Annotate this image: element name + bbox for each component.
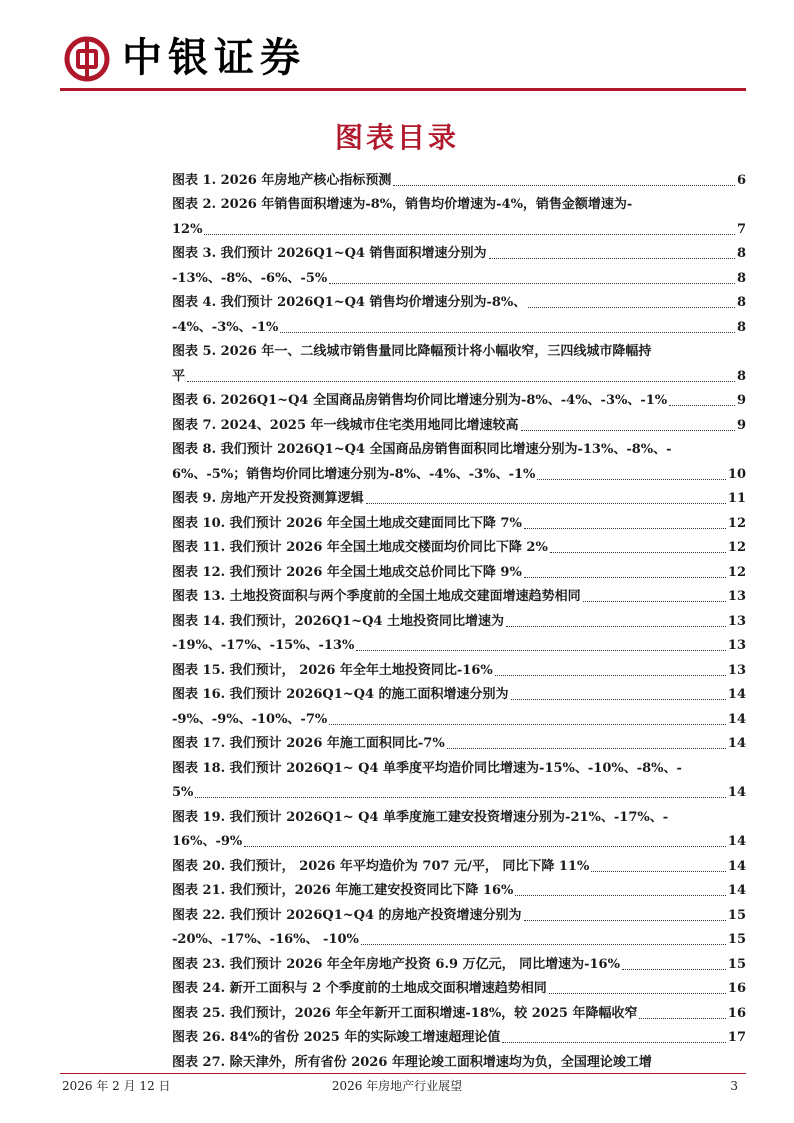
toc-entry[interactable] — [172, 830, 746, 855]
toc-entry-page: 17 — [727, 1030, 746, 1045]
toc-leader-dots — [653, 356, 744, 357]
toc-entry[interactable] — [172, 854, 746, 879]
toc-leader-dots — [515, 894, 726, 896]
toc-entry-text: 图表 25. 我们预计，2026 年全年新开工面积增速-18%，较 2025 年降幅收窄 — [172, 1005, 638, 1021]
header-divider — [60, 88, 746, 91]
toc-leader-dots — [329, 282, 735, 284]
toc-entry-text: 图表 23. 我们预计 2026 年全年房地产投资 6.9 万亿元， 同比增速为-16% — [172, 956, 620, 972]
toc-entry[interactable] — [172, 511, 746, 536]
toc-entry-page: 13 — [727, 613, 746, 629]
toc-entry[interactable] — [172, 266, 746, 291]
toc-leader-dots — [187, 380, 735, 382]
toc-entry-text: 图表 24. 新开工面积与 2 个季度前的土地成交面积增速趋势相同 — [172, 981, 547, 996]
toc-entry[interactable] — [172, 315, 746, 340]
toc-entry[interactable] — [172, 585, 746, 610]
toc-entry-page: 13 — [727, 662, 746, 678]
footer-doc-title: 2026 年房地产行业展望 — [331, 1079, 463, 1093]
toc-entry[interactable] — [172, 340, 746, 365]
toc-entry[interactable] — [172, 242, 746, 267]
toc-leader-dots — [524, 527, 726, 529]
toc-entry-text: 平 — [172, 368, 186, 384]
toc-entry-text: 图表 17. 我们预计 2026 年施工面积同比-7% — [172, 736, 445, 751]
toc-entry-text: 图表 22. 我们预计 2026Q1~Q4 的房地产投资增速分别为 — [172, 907, 522, 923]
toc-entry[interactable] — [172, 732, 746, 757]
footer-date: 2026 年 2 月 12 日 — [62, 1079, 171, 1093]
toc-entry-page: 12 — [727, 515, 746, 531]
toc-entry-text: 5% — [172, 785, 194, 800]
toc-entry[interactable] — [172, 193, 746, 218]
toc-entry[interactable] — [172, 560, 746, 585]
toc-entry-page: 16 — [727, 981, 746, 996]
toc-entry-page: 13 — [727, 638, 746, 653]
toc-entry-text: 图表 18. 我们预计 2026Q1~ Q4 单季度平均造价同比增速为-15%、-10%、-8%、- — [172, 760, 682, 776]
toc-entry-page: 14 — [727, 834, 746, 849]
toc-leader-dots — [684, 773, 744, 774]
toc-entry-text: 6%、-5%；销售均价同比增速分别为-8%、-4%、-3%、-1% — [172, 466, 536, 482]
toc-entry-text: 图表 11. 我们预计 2026 年全国土地成交楼面均价同比下降 2% — [172, 540, 548, 555]
toc-entry-page: 8 — [736, 368, 746, 384]
toc-entry-text: 图表 21. 我们预计，2026 年施工建安投资同比下降 16% — [172, 883, 514, 898]
toc-entry-page: 10 — [727, 466, 746, 482]
toc-entry-text: 图表 14. 我们预计，2026Q1~Q4 土地投资同比增速为 — [172, 613, 505, 629]
toc-leader-dots — [506, 625, 726, 627]
toc-leader-dots — [393, 184, 735, 186]
toc-entry-text: 12% — [172, 221, 203, 237]
toc-entry[interactable] — [172, 609, 746, 634]
toc-leader-dots — [591, 870, 726, 872]
toc-entry[interactable] — [172, 536, 746, 561]
toc-leader-dots — [511, 698, 726, 700]
toc-leader-dots — [502, 1041, 726, 1043]
toc-entry-text: -20%、-17%、-16%、 -10% — [172, 932, 359, 947]
toc-leader-dots — [280, 331, 735, 333]
toc-entry[interactable] — [172, 1026, 746, 1051]
toc-leader-dots — [366, 502, 726, 504]
toc-leader-dots — [639, 1017, 725, 1019]
toc-entry[interactable] — [172, 413, 746, 438]
toc-entry-text: 图表 1. 2026 年房地产核心指标预测 — [172, 172, 392, 188]
toc-entry-text: -9%、-9%、-10%、-7% — [172, 711, 328, 727]
toc-leader-dots — [634, 209, 744, 210]
toc-entry-text: 图表 16. 我们预计 2026Q1~Q4 的施工面积增速分别为 — [172, 687, 509, 702]
toc-entry-text: 图表 3. 我们预计 2026Q1~Q4 销售面积增速分别为 — [172, 246, 487, 261]
toc-entry-page: 8 — [736, 270, 746, 286]
toc-entry-text: 图表 13. 土地投资面积与两个季度前的全国土地成交建面增速趋势相同 — [172, 589, 581, 604]
toc-entry[interactable] — [172, 168, 746, 193]
toc-entry[interactable] — [172, 291, 746, 316]
toc-entry[interactable] — [172, 389, 746, 414]
toc-leader-dots — [361, 943, 726, 945]
toc-entry-text: 图表 8. 我们预计 2026Q1~Q4 全国商品房销售面积同比增速分别为-13%、-8%、- — [172, 442, 672, 457]
toc-leader-dots — [356, 649, 726, 651]
toc-leader-dots — [495, 674, 726, 676]
toc-entry-text: 图表 10. 我们预计 2026 年全国土地成交建面同比下降 7% — [172, 515, 522, 531]
footer-divider — [60, 1073, 746, 1074]
toc-entry-page: 9 — [736, 393, 746, 408]
toc-entry-page: 15 — [727, 907, 746, 923]
page-title: 图表目录 — [334, 121, 459, 154]
toc-entry-text: 图表 7. 2024、2025 年一线城市住宅类用地同比增速较高 — [172, 417, 519, 433]
toc-entry-page: 15 — [727, 932, 746, 947]
toc-leader-dots — [537, 478, 726, 480]
toc-entry[interactable] — [172, 658, 746, 683]
toc-entry-text: 图表 6. 2026Q1~Q4 全国商品房销售均价同比增速分别为-8%、-4%、-3%、-1% — [172, 393, 668, 408]
toc-entry[interactable] — [172, 903, 746, 928]
toc-entry-text: -19%、-17%、-15%、-13% — [172, 638, 355, 653]
toc-entry-text: 图表 12. 我们预计 2026 年全国土地成交总价同比下降 9% — [172, 564, 522, 580]
toc-leader-dots — [528, 306, 735, 308]
toc-entry-page: 12 — [727, 564, 746, 580]
toc-entry-text: 图表 4. 我们预计 2026Q1~Q4 销售均价增速分别为-8%、 — [172, 295, 527, 310]
toc-entry-text: 16%、-9% — [172, 834, 243, 849]
toc-entry-page: 13 — [727, 589, 746, 604]
toc-entry-page: 14 — [727, 711, 746, 727]
toc-entry[interactable] — [172, 805, 746, 830]
toc-entry[interactable] — [172, 1050, 746, 1075]
toc-entry[interactable] — [172, 952, 746, 977]
toc-entry-page: 14 — [727, 785, 746, 800]
toc-entry-page: 8 — [736, 295, 746, 310]
toc-leader-dots — [622, 968, 726, 970]
toc-leader-dots — [204, 233, 735, 235]
toc-entry[interactable] — [172, 928, 746, 953]
toc-entry[interactable] — [172, 707, 746, 732]
toc-entry-text: 图表 15. 我们预计， 2026 年全年土地投资同比-16% — [172, 662, 493, 678]
toc-entry-text: 图表 5. 2026 年一、二线城市销售量同比降幅预计将小幅收窄，三四线城市降幅持 — [172, 344, 652, 359]
toc-leader-dots — [489, 257, 735, 259]
footer-page-number: 3 — [730, 1079, 738, 1093]
toc-leader-dots — [674, 454, 744, 455]
toc-leader-dots — [524, 919, 726, 921]
toc-entry-page: 14 — [727, 858, 746, 874]
toc-leader-dots — [521, 429, 735, 431]
toc-entry[interactable] — [172, 364, 746, 389]
toc-leader-dots — [447, 747, 726, 749]
toc-entry-page: 14 — [727, 687, 746, 702]
toc-list — [172, 168, 746, 1075]
toc-leader-dots — [670, 822, 744, 823]
toc-entry[interactable] — [172, 977, 746, 1002]
toc-entry[interactable] — [172, 462, 746, 487]
toc-leader-dots — [244, 845, 726, 847]
toc-entry[interactable] — [172, 1001, 746, 1026]
toc-entry[interactable] — [172, 683, 746, 708]
toc-entry-text: -4%、-3%、-1% — [172, 319, 279, 335]
toc-entry-page: 16 — [727, 1005, 746, 1021]
toc-leader-dots — [195, 796, 726, 798]
toc-entry-page: 8 — [736, 319, 746, 335]
toc-entry-page: 11 — [727, 491, 746, 506]
toc-entry-page: 14 — [727, 736, 746, 751]
toc-leader-dots — [583, 600, 726, 602]
toc-entry-text: 图表 26. 84%的省份 2025 年的实际竣工增速超理论值 — [172, 1030, 501, 1045]
toc-entry-text: 图表 19. 我们预计 2026Q1~ Q4 单季度施工建安投资增速分别为-21%、-17%、- — [172, 809, 669, 825]
toc-entry-text: 图表 27. 除天津外，所有省份 2026 年理论竣工面积增速均为负，全国理论竣工增 — [172, 1054, 652, 1070]
toc-leader-dots — [550, 551, 726, 553]
toc-entry-page: 7 — [736, 221, 746, 237]
toc-entry-text: 图表 2. 2026 年销售面积增速为-8%，销售均价增速为-4%，销售金额增速为- — [172, 197, 633, 212]
toc-leader-dots — [549, 992, 726, 994]
toc-entry[interactable] — [172, 217, 746, 242]
toc-leader-dots — [524, 576, 726, 578]
toc-entry-page: 14 — [727, 883, 746, 898]
toc-entry[interactable] — [172, 438, 746, 463]
toc-entry-page: 15 — [727, 956, 746, 972]
company-name: 中银证券 — [122, 34, 306, 81]
toc-entry[interactable] — [172, 487, 746, 512]
toc-entry[interactable] — [172, 879, 746, 904]
toc-entry-text: 图表 9. 房地产开发投资测算逻辑 — [172, 491, 364, 506]
toc-entry[interactable] — [172, 781, 746, 806]
toc-leader-dots — [654, 1067, 744, 1068]
toc-entry[interactable] — [172, 756, 746, 781]
toc-entry-page: 6 — [736, 172, 746, 188]
page-header — [0, 0, 794, 92]
toc-leader-dots — [329, 723, 726, 725]
toc-entry-page: 12 — [727, 540, 746, 555]
toc-entry-text: 图表 20. 我们预计， 2026 年平均造价为 707 元/平， 同比下降 11% — [172, 858, 590, 874]
toc-entry[interactable] — [172, 634, 746, 659]
toc-leader-dots — [669, 404, 735, 406]
toc-entry-page: 8 — [736, 246, 746, 261]
toc-entry-text: -13%、-8%、-6%、-5% — [172, 270, 328, 286]
bank-of-china-logo-icon — [64, 36, 110, 82]
toc-entry-page: 9 — [736, 417, 746, 433]
